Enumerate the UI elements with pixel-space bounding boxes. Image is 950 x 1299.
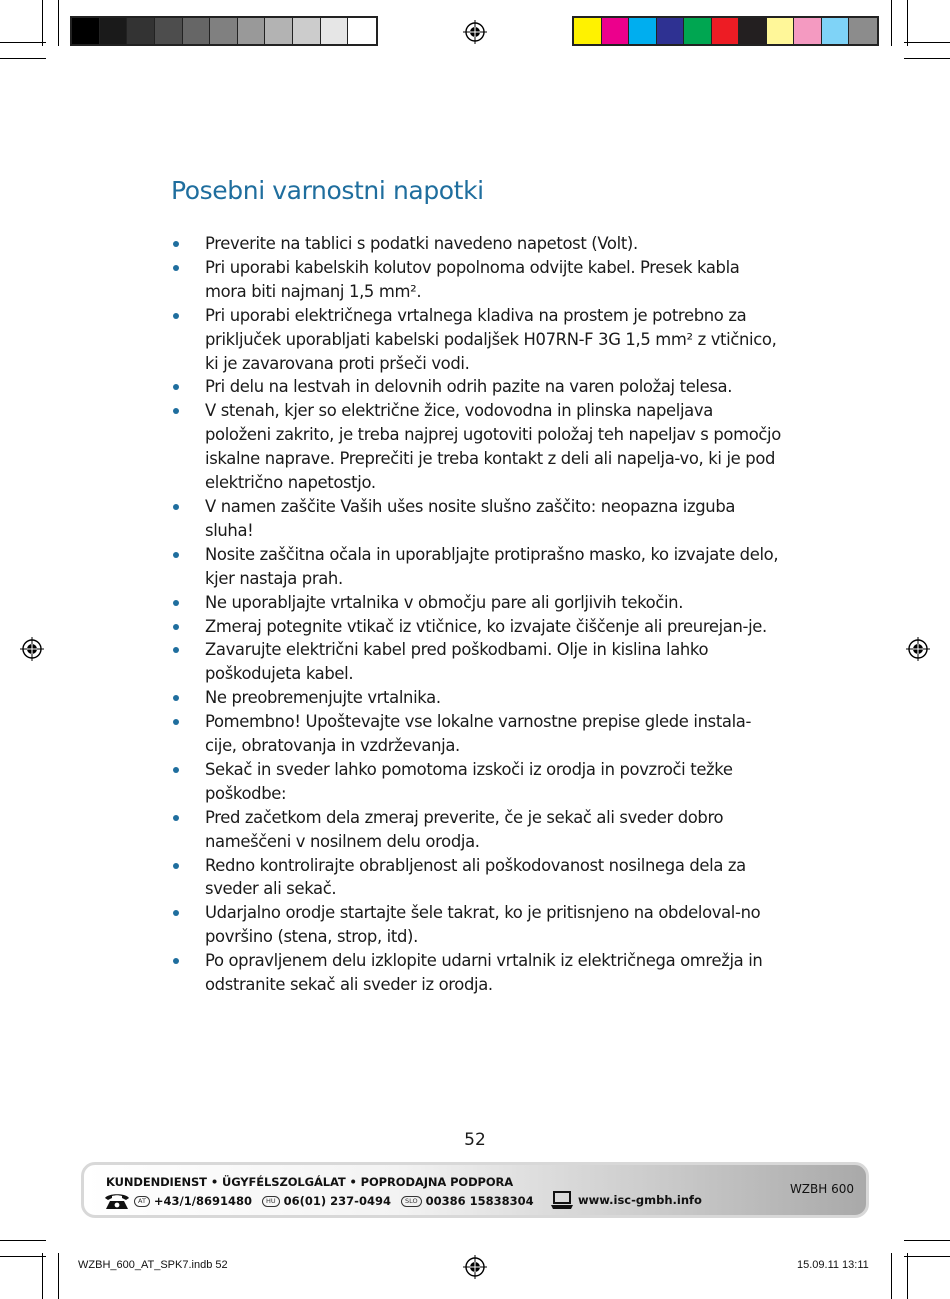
color-swatch (849, 18, 877, 44)
list-item: Ne preobremenjujte vrtalnika. (171, 686, 781, 710)
laptop-icon (550, 1190, 574, 1210)
list-item: Zmeraj potegnite vtikač iz vtičnice, ko izvajate čiščenje ali preurejan-je. (171, 615, 781, 639)
page-title: Posebni varnostni napotki (171, 176, 484, 205)
crop-mark (891, 0, 892, 46)
list-item: Po opravljenem delu izklopite udarni vrtalnik iz električnega omrežja in odstranite sekač ali sveder iz orodja. (171, 949, 781, 997)
registration-mark-icon (906, 637, 930, 661)
list-item: Pri uporabi kabelskih kolutov popolnoma odvijte kabel. Presek kabla mora biti najmanj 1,5 mm². (171, 256, 781, 304)
registration-mark-icon (463, 20, 487, 44)
color-swatch (684, 18, 712, 44)
crop-mark (0, 1240, 46, 1241)
color-swatch (210, 18, 238, 44)
color-swatch (100, 18, 128, 44)
color-swatch (602, 18, 630, 44)
website-link[interactable]: www.isc-gmbh.info (578, 1193, 702, 1207)
color-swatch (183, 18, 211, 44)
print-file-slug: WZBH_600_AT_SPK7.indb 52 (78, 1259, 228, 1271)
crop-mark (904, 1256, 950, 1257)
color-swatch (293, 18, 321, 44)
color-swatch (657, 18, 685, 44)
website-contact (550, 1190, 702, 1210)
process-color-bar (572, 16, 879, 46)
footer-heading: KUNDENDIENST • ÜGYFÉLSZOLGÁLAT • POPRODAJNA PODPORA (106, 1175, 514, 1189)
list-item: V namen zaščite Vaših ušes nosite slušno zaščito: neopazna izguba sluha! (171, 495, 781, 543)
color-swatch (739, 18, 767, 44)
crop-mark (904, 58, 950, 59)
grayscale-color-bar (70, 16, 378, 46)
crop-mark (58, 1253, 59, 1299)
page-number: 52 (464, 1130, 486, 1150)
color-swatch (574, 18, 602, 44)
color-swatch (348, 18, 376, 44)
crop-mark (0, 42, 46, 43)
safety-instructions-list (171, 232, 781, 997)
crop-mark (891, 1253, 892, 1299)
print-date-slug: 15.09.11 13:11 (797, 1259, 869, 1271)
list-item: Pomembno! Upoštevajte vse lokalne varnostne prepise glede instala-cije, obratovanja in vzdrževanja. (171, 710, 781, 758)
crop-mark (907, 0, 908, 46)
color-swatch (127, 18, 155, 44)
color-swatch (822, 18, 850, 44)
list-item: Pri delu na lestvah in delovnih odrih pazite na varen položaj telesa. (171, 375, 781, 399)
phone-number: 00386 15838304 (425, 1194, 534, 1208)
phone-icon (104, 1192, 130, 1210)
crop-mark (0, 1256, 46, 1257)
color-swatch (155, 18, 183, 44)
color-swatch (712, 18, 740, 44)
model-label: WZBH 600 (789, 1182, 854, 1196)
crop-mark (904, 42, 950, 43)
color-swatch (238, 18, 266, 44)
crop-mark (904, 1240, 950, 1241)
list-item: Sekač in sveder lahko pomotoma izskoči iz orodja in povzroči težke poškodbe: (171, 758, 781, 806)
country-badge: AT (134, 1196, 150, 1207)
crop-mark (42, 0, 43, 46)
country-badge: SLO (401, 1196, 422, 1207)
country-badge: HU (262, 1196, 280, 1207)
list-item: Redno kontrolirajte obrabljenost ali poškodovanost nosilnega dela za sveder ali sekač. (171, 854, 781, 902)
list-item: Pred začetkom dela zmeraj preverite, če je sekač ali sveder dobro nameščeni v nosilnem delu orodja. (171, 806, 781, 854)
list-item: Nosite zaščitna očala in uporabljajte protiprašno masko, ko izvajate delo, kjer nastaja prah. (171, 543, 781, 591)
color-swatch (767, 18, 795, 44)
phone-number: 06(01) 237-0494 (283, 1194, 391, 1208)
color-swatch (629, 18, 657, 44)
crop-mark (42, 1253, 43, 1299)
list-item: Ne uporabljajte vrtalnika v območju pare ali gorljivih tekočin. (171, 591, 781, 615)
crop-mark (0, 58, 46, 59)
registration-mark-icon (20, 637, 44, 661)
crop-mark (58, 0, 59, 46)
customer-service-footer (81, 1162, 869, 1218)
crop-mark (907, 1253, 908, 1299)
registration-mark-icon (463, 1255, 487, 1279)
list-item: Zavarujte električni kabel pred poškodbami. Olje in kislina lahko poškodujeta kabel. (171, 638, 781, 686)
phone-number: +43/1/8691480 (153, 1194, 252, 1208)
list-item: Preverite na tablici s podatki navedeno napetost (Volt). (171, 232, 781, 256)
color-swatch (265, 18, 293, 44)
color-swatch (72, 18, 100, 44)
color-swatch (321, 18, 349, 44)
list-item: Pri uporabi električnega vrtalnega kladiva na prostem je potrebno za priključek uporabljati kabelski podaljšek H07RN-F 3G 1,5 mm² z vtičnico, ki je zavarovana proti pršeči vodi. (171, 304, 781, 376)
color-swatch (794, 18, 822, 44)
list-item: V stenah, kjer so električne žice, vodovodna in plinska napeljava položeni zakrito, je treba najprej ugotoviti položaj teh napeljav s pomočjo iskalne naprave. Preprečiti je treba kontakt z deli ali napelja-vo, ki je pod električno napetostjo. (171, 399, 781, 495)
phone-contacts (104, 1192, 544, 1210)
list-item: Udarjalno orodje startajte šele takrat, ko je pritisnjeno na obdeloval-no površino (stena, strop, itd). (171, 901, 781, 949)
